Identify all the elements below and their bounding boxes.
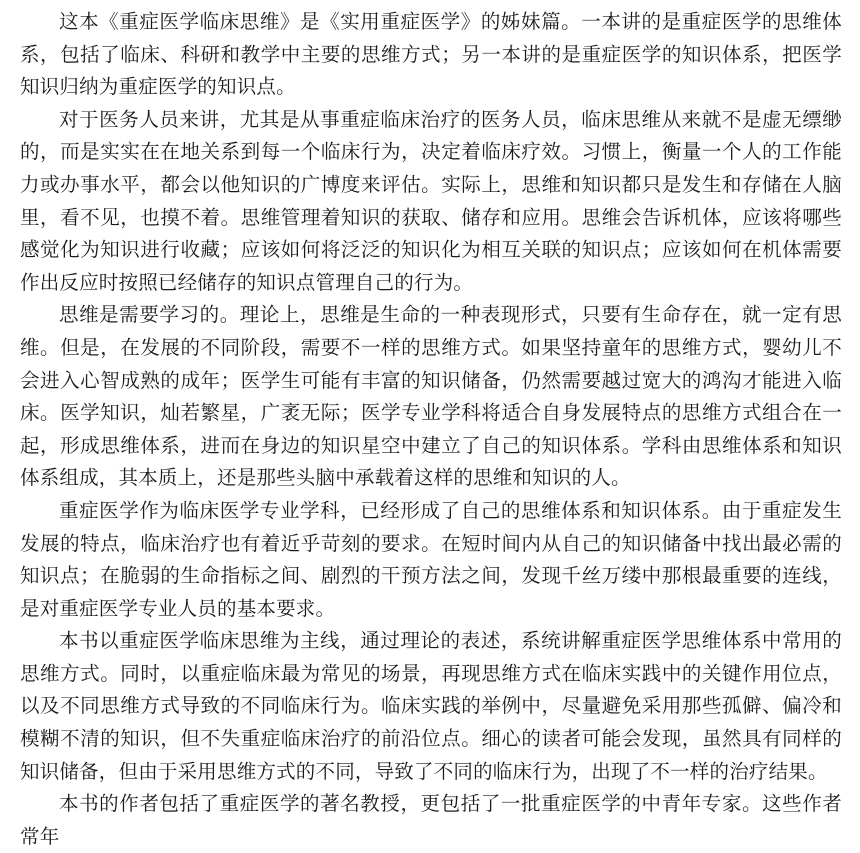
paragraph: 本书的作者包括了重症医学的著名教授，更包括了一批重症医学的中青年专家。这些作者常年 — [20, 792, 842, 848]
paragraph: 这本《重症医学临床思维》是《实用重症医学》的姊妹篇。一本讲的是重症医学的思维体系，包括了临床、科研和教学中主要的思维方式；另一本讲的是重症医学的知识体系，把医学知识归纳为重症医学的知识点。 — [20, 10, 842, 99]
paragraph: 本书以重症医学临床思维为主线，通过理论的表述，系统讲解重症医学思维体系中常用的思维方式。同时，以重症临床最为常见的场景，再现思维方式在临床实践中的关键作用位点，以及不同思维方式导致的不同临床行为。临床实践的举例中，尽量避免采用那些孤僻、偏冷和模糊不清的知识，但不失重症临床治疗的前沿位点。细心的读者可能会发现，虽然具有同样的知识储备，但由于采用思维方式的不同，导致了不同的临床行为，出现了不一样的治疗结果。 — [20, 629, 842, 783]
paragraph: 对于医务人员来讲，尤其是从事重症临床治疗的医务人员，临床思维从来就不是虚无缥缈的，而是实实在在地关系到每一个临床行为，决定着临床疗效。习惯上，衡量一个人的工作能力或办事水平，都会以他知识的广博度来评估。实际上，思维和知识都只是发生和存储在人脑里，看不见，也摸不着。思维管理着知识的获取、储存和应用。思维会告诉机体，应该将哪些感觉化为知识进行收藏；应该如何将泛泛的知识化为相互关联的知识点；应该如何在机体需要作出反应时按照已经储存的知识点管理自己的行为。 — [20, 107, 842, 294]
paragraph: 重症医学作为临床医学专业学科，已经形成了自己的思维体系和知识体系。由于重症发生发展的特点，临床治疗也有着近乎苛刻的要求。在短时间内从自己的知识储备中找出最必需的知识点；在脆弱的生命指标之间、剧烈的干预方法之间，发现千丝万缕中那根最重要的连线，是对重症医学专业人员的基本要求。 — [20, 498, 842, 620]
paragraph: 思维是需要学习的。理论上，思维是生命的一种表现形式，只要有生命存在，就一定有思维。但是，在发展的不同阶段，需要不一样的思维方式。如果坚持童年的思维方式，婴幼儿不会进入心智成熟的成年；医学生可能有丰富的知识储备，仍然需要越过宽大的鸿沟才能进入临床。医学知识，灿若繁星，广袤无际；医学专业学科将适合自身发展特点的思维方式组合在一起，形成思维体系，进而在身边的知识星空中建立了自己的知识体系。学科由思维体系和知识体系组成，其本质上，还是那些头脑中承载着这样的思维和知识的人。 — [20, 303, 842, 490]
